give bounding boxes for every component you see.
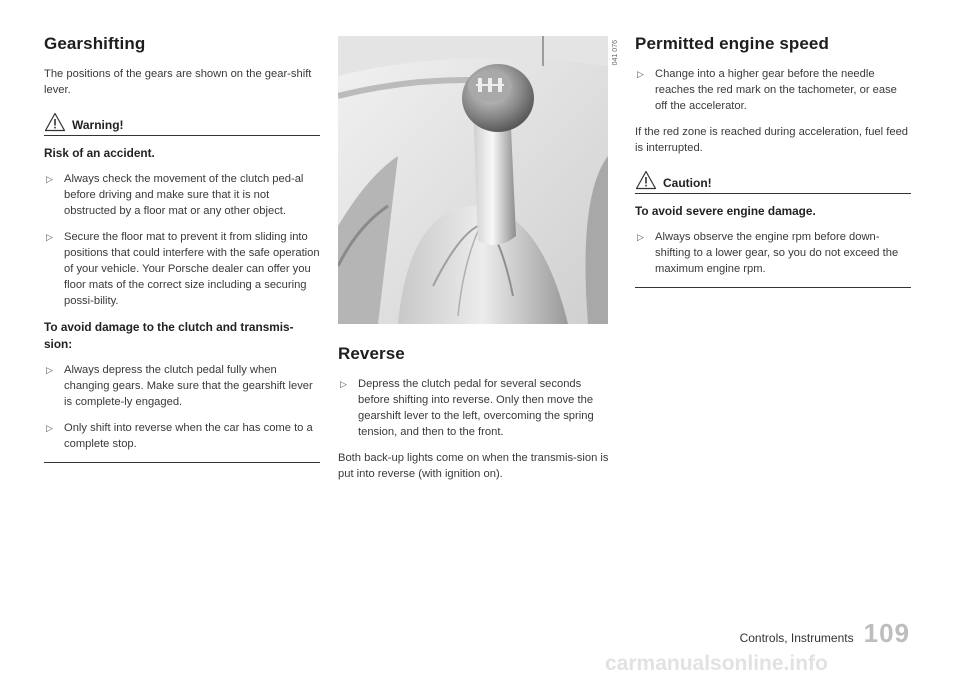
end-rule <box>44 462 320 463</box>
list-item: ▷ Always depress the clutch pedal fully when changing gears. Make sure that the gearshift lever is complete-ly engaged. <box>46 364 313 408</box>
list-item: ▷ Depress the clutch pedal for several seconds before shifting into reverse. Only then move the gearshift lever to the left, overcoming the spring tension, and then to the front. <box>340 378 594 438</box>
intro-text: The positions of the gears are shown on the gear-shift lever. <box>44 68 312 96</box>
triangle-right-icon: ▷ <box>46 423 53 433</box>
section-title-gearshifting: Gearshifting <box>44 34 146 53</box>
warning-header <box>44 112 320 136</box>
damage-title: To avoid damage to the clutch and transmis-sion: <box>44 320 294 351</box>
caution-title: To avoid severe engine damage. <box>635 204 816 218</box>
caution-header <box>635 170 911 194</box>
warning-icon <box>635 170 657 190</box>
triangle-right-icon: ▷ <box>340 379 347 389</box>
watermark: carmanualsonline.info <box>605 652 828 675</box>
list-item: ▷ Secure the floor mat to prevent it from sliding into positions that could interfere with the safe operation of your vehicle. Your Porsche dealer can offer you floor mats of the correct size including a securing possi-bility. <box>46 231 320 307</box>
list-item: ▷ Always check the movement of the clutch ped-al before driving and make sure that it is not obstructed by a floor mat or any other object. <box>46 173 304 217</box>
warning-label: Warning! <box>72 118 124 132</box>
triangle-right-icon: ▷ <box>637 232 644 242</box>
page-number: 109 <box>863 618 910 648</box>
triangle-right-icon: ▷ <box>637 69 644 79</box>
footer-section-title: Controls, Instruments <box>739 631 854 645</box>
list-item: ▷ Change into a higher gear before the needle reaches the red mark on the tachometer, or ease off the accelerator. <box>637 68 897 112</box>
triangle-right-icon: ▷ <box>46 174 53 184</box>
triangle-right-icon: ▷ <box>46 232 53 242</box>
caution-label: Caution! <box>663 176 712 190</box>
warning-title: Risk of an accident. <box>44 146 155 160</box>
page-footer <box>740 618 910 649</box>
right-column <box>635 30 911 288</box>
reverse-note: Both back-up lights come on when the transmis-sion is put into reverse (with ignition on). <box>338 452 609 480</box>
section-title-engine-speed: Permitted engine speed <box>635 34 829 53</box>
list-item: ▷ Only shift into reverse when the car has come to a complete stop. <box>46 422 313 450</box>
left-column <box>44 30 320 463</box>
middle-column <box>338 36 616 496</box>
section-title-reverse: Reverse <box>338 344 405 363</box>
warning-icon <box>44 112 66 132</box>
gearshift-lever-illustration <box>338 36 608 324</box>
gearshift-figure <box>338 36 608 324</box>
end-rule <box>635 287 911 288</box>
list-item: ▷ Always observe the engine rpm before down-shifting to a lower gear, so you do not exceed the maximum engine rpm. <box>637 231 899 275</box>
triangle-right-icon: ▷ <box>46 365 53 375</box>
engine-speed-note: If the red zone is reached during acceleration, fuel feed is interrupted. <box>635 126 909 154</box>
figure-code: 041 076 <box>612 40 619 66</box>
